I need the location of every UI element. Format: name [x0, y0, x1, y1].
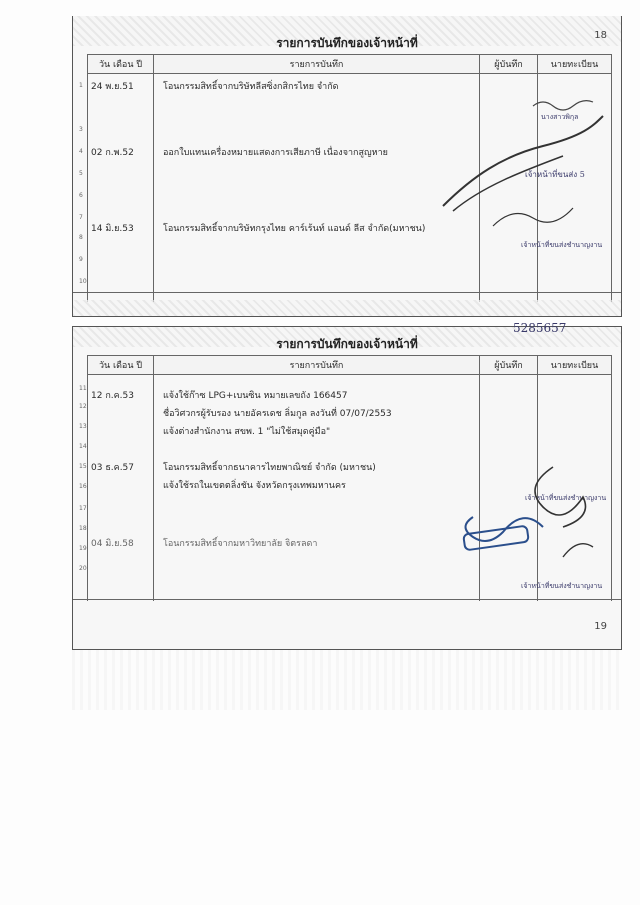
- entry-text: แจ้งต่างสำนักงาน สขพ. 1 "ไม่ใช้สมุดคู่มือ": [163, 427, 331, 437]
- line-number: 9: [79, 256, 83, 263]
- security-pattern: [73, 300, 621, 316]
- page-number: 19: [594, 621, 607, 632]
- entry-text: แจ้งใช้ก๊าซ LPG+เบนซิน หมายเลขถัง 166457: [163, 391, 348, 401]
- signature-scribble: [433, 86, 613, 236]
- line-number: 20: [79, 565, 87, 572]
- line-number: 14: [79, 443, 87, 450]
- line-number: 12: [79, 403, 87, 410]
- col-entry: รายการบันทึก: [154, 356, 480, 375]
- line-number: 3: [79, 126, 83, 133]
- col-date: วัน เดือน ปี: [88, 55, 154, 74]
- registrar-note: เจ้าหน้าที่ขนส่งชำนาญงาน: [521, 582, 603, 590]
- line-number: 13: [79, 423, 87, 430]
- entry-date: 02 ก.พ.52: [91, 148, 134, 158]
- line-number: 8: [79, 234, 83, 241]
- divider: [73, 292, 621, 293]
- entry-date: 04 มิ.ย.58: [91, 539, 134, 549]
- entry-text: แจ้งใช้รถในเขตตลิ่งชัน จังหวัดกรุงเทพมหานคร: [163, 481, 346, 491]
- col-registrar: นายทะเบียน: [538, 356, 612, 375]
- entry-date: 24 พ.ย.51: [91, 82, 134, 92]
- line-number: 7: [79, 214, 83, 221]
- line-number: 5: [79, 170, 83, 177]
- signature-scribble: [453, 457, 613, 577]
- register-sheet-2: [72, 321, 622, 650]
- register-sheet-1: [72, 16, 622, 317]
- entry-text: โอนกรรมสิทธิ์จากบริษัทลีสซิ่งกสิกรไทย จำกัด: [163, 82, 339, 92]
- registrar-note: เจ้าหน้าที่ขนส่งชำนาญงาน: [525, 494, 607, 502]
- line-number: 4: [79, 148, 83, 155]
- page-number: 18: [594, 30, 607, 41]
- bleed-through-area: [72, 650, 620, 710]
- registrar-note: นางสาวพิกุล: [541, 113, 579, 121]
- entry-text: ออกใบแทนเครื่องหมายแสดงการเสียภาษี เนื่องจากสูญหาย: [163, 148, 388, 158]
- entry-date: 03 ธ.ค.57: [91, 463, 135, 473]
- divider: [73, 599, 621, 600]
- line-number: 10: [79, 278, 87, 285]
- registrar-note: เจ้าหน้าที่ขนส่งชำนาญงาน: [521, 241, 603, 249]
- entry-text: โอนกรรมสิทธิ์จากบริษัทกรุงไทย คาร์เร้นท์ แอนด์ ลีส จำกัด(มหาชน): [163, 224, 426, 234]
- line-number: 17: [79, 505, 87, 512]
- col-recorder: ผู้บันทึก: [480, 356, 538, 375]
- line-number: 6: [79, 192, 83, 199]
- line-number: 11: [79, 385, 87, 392]
- entry-text: โอนกรรมสิทธิ์จากธนาคารไทยพาณิชย์ จำกัด (มหาชน): [163, 463, 376, 473]
- line-number: 15: [79, 463, 87, 470]
- entry-date: 14 มิ.ย.53: [91, 224, 134, 234]
- registrar-note: เจ้าหน้าที่ขนส่ง 5: [525, 170, 585, 179]
- line-number: 16: [79, 483, 87, 490]
- entry-date: 12 ก.ค.53: [91, 391, 134, 401]
- col-entry: รายการบันทึก: [154, 55, 480, 74]
- entry-text: โอนกรรมสิทธิ์จากมหาวิทยาลัย จิตรลดา: [163, 539, 318, 549]
- line-number: 1: [79, 82, 83, 89]
- sheet-heading: รายการบันทึกของเจ้าหน้าที่: [276, 36, 418, 50]
- entry-text: ชื่อวิศวกรผู้รับรอง นายอัครเดช ลิ่มกูล ลงวันที่ 07/07/2553: [163, 409, 392, 419]
- line-number: 18: [79, 525, 87, 532]
- sheet-heading: รายการบันทึกของเจ้าหน้าที่: [276, 337, 418, 351]
- col-registrar: นายทะเบียน: [538, 55, 612, 74]
- handwritten-code: 5285657: [513, 321, 567, 335]
- col-date: วัน เดือน ปี: [88, 356, 154, 375]
- line-number: 19: [79, 545, 87, 552]
- col-recorder: ผู้บันทึก: [480, 55, 538, 74]
